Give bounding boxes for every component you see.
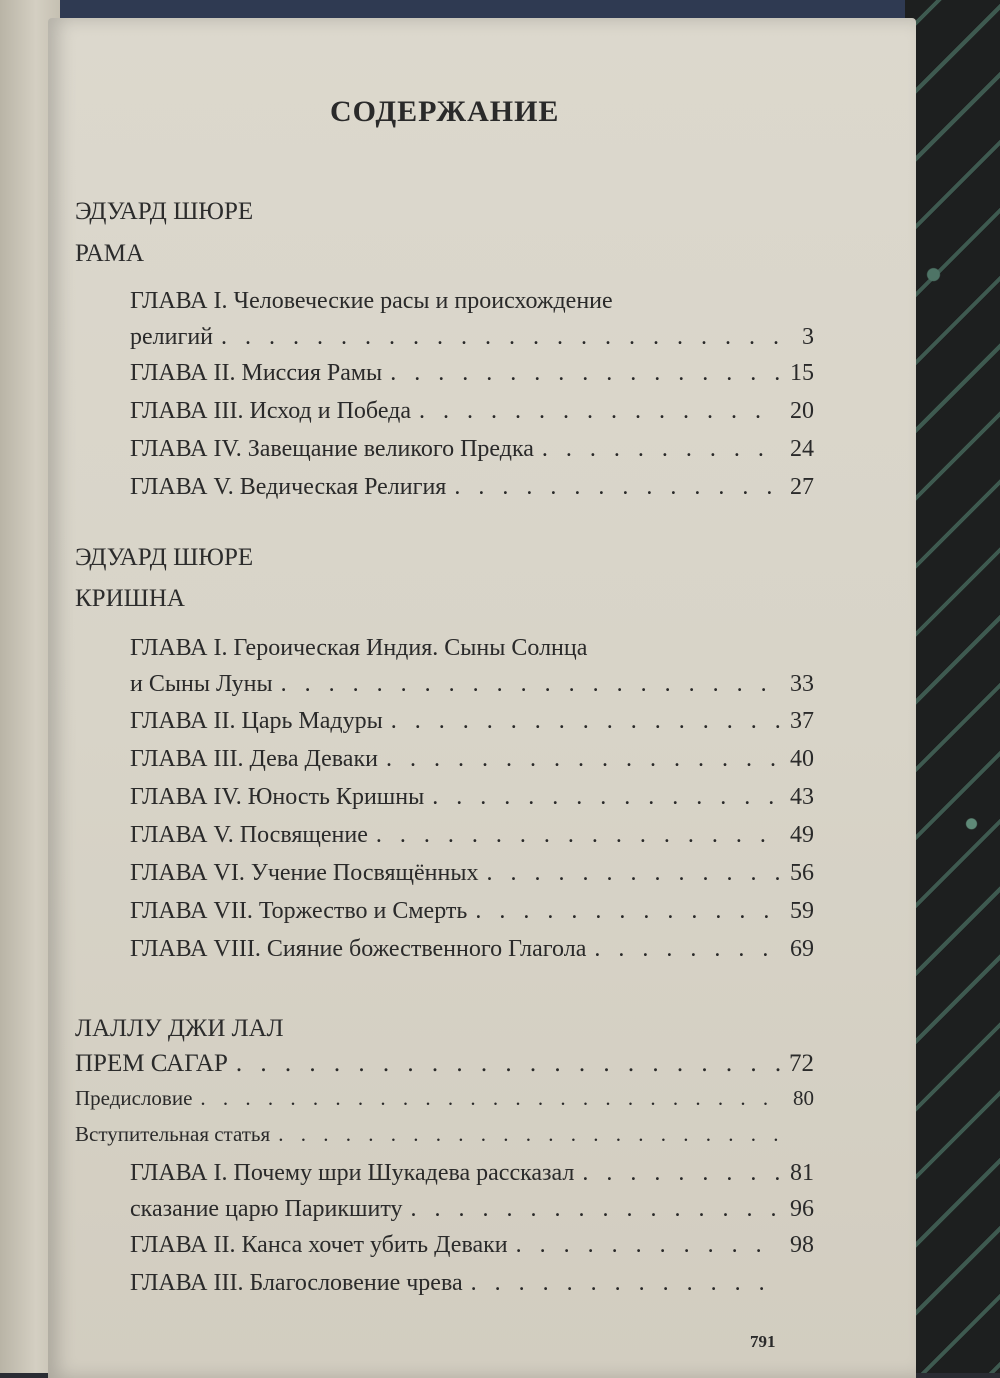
- entry-page: 15: [790, 360, 814, 386]
- entry-title: ГЛАВА I. Человеческие расы и происхождение: [130, 288, 613, 314]
- entry-title: ГЛАВА I. Героическая Индия. Сыны Солнца: [130, 635, 588, 661]
- dot-leader: [390, 360, 780, 387]
- toc-entry: [130, 436, 814, 472]
- dot-leader: [419, 398, 780, 425]
- toc-entry: [130, 860, 814, 896]
- toc-entry: [130, 288, 814, 360]
- entry-title: ГЛАВА IV. Юность Кришны: [130, 784, 425, 810]
- section-work: КРИШНА: [75, 585, 185, 612]
- page-number: 791: [750, 1332, 776, 1351]
- entry-page: 59: [790, 898, 814, 924]
- toc-entry: [130, 1232, 814, 1268]
- entry-title: ГЛАВА II. Миссия Рамы: [130, 360, 383, 386]
- toc-entry: [130, 898, 814, 934]
- toc-entry: [130, 1160, 814, 1232]
- toc-entry: [130, 708, 814, 744]
- toc-entry: [130, 746, 814, 782]
- entry-page: 20: [790, 398, 814, 424]
- dot-leader: [432, 784, 780, 811]
- toc-entry: [130, 936, 814, 972]
- entry-page: 40: [790, 746, 814, 772]
- toc-entry: [130, 635, 814, 707]
- entry-page: 80: [793, 1086, 814, 1110]
- dot-leader: [278, 1122, 780, 1147]
- entry-page: 81: [790, 1160, 814, 1186]
- dot-leader: [594, 936, 780, 963]
- dot-leader: [410, 1196, 780, 1223]
- dot-leader: [236, 1050, 780, 1078]
- entry-title: ГЛАВА V. Ведическая Религия: [130, 474, 447, 500]
- dot-leader: [582, 1160, 780, 1187]
- entry-page: 43: [790, 784, 814, 810]
- toc-entry: [130, 822, 814, 858]
- entry-title: ГЛАВА III. Исход и Победа: [130, 398, 412, 424]
- dot-leader: [221, 324, 780, 351]
- dot-leader: [386, 746, 780, 773]
- entry-page: 27: [790, 474, 814, 500]
- toc-entry: [130, 1270, 814, 1306]
- entry-page: 72: [789, 1050, 814, 1077]
- entry-page: 33: [790, 671, 814, 697]
- entry-page: 56: [790, 860, 814, 886]
- entry-title: ГЛАВА I. Почему шри Шукадева рассказал: [130, 1160, 575, 1186]
- entry-title-cont: сказание царю Парикшиту: [130, 1196, 403, 1222]
- entry-title-cont: религий: [130, 324, 214, 350]
- dot-leader: [486, 860, 780, 887]
- toc-entry: [130, 784, 814, 820]
- entry-title: ГЛАВА IV. Завещание великого Предка: [130, 436, 534, 462]
- dot-leader: [200, 1086, 780, 1111]
- entry-title: ГЛАВА VII. Торжество и Смерть: [130, 898, 468, 924]
- dot-leader: [542, 436, 780, 463]
- dot-leader: [516, 1232, 780, 1259]
- entry-page: 24: [790, 436, 814, 462]
- toc-entry: [130, 474, 814, 510]
- dot-leader: [376, 822, 780, 849]
- section-author: ЭДУАРД ШЮРЕ: [75, 198, 254, 225]
- entry-title: ГЛАВА VIII. Сияние божественного Глагола: [130, 936, 587, 962]
- section-author: ЛАЛЛУ ДЖИ ЛАЛ: [75, 1015, 284, 1042]
- entry-title: ГЛАВА II. Царь Мадуры: [130, 708, 383, 734]
- entry-title: ГЛАВА III. Благословение чрева: [130, 1270, 463, 1296]
- entry-title: ГЛАВА VI. Учение Посвящённых: [130, 860, 479, 886]
- background-fabric: [905, 0, 1000, 1373]
- entry-page: 96: [790, 1196, 814, 1222]
- toc-entry: [75, 1050, 814, 1086]
- entry-title-cont: и Сыны Луны: [130, 671, 273, 697]
- dot-leader: [454, 474, 780, 501]
- entry-title: Вступительная статья: [75, 1122, 271, 1146]
- entry-title: ГЛАВА V. Посвящение: [130, 822, 368, 848]
- entry-page: 98: [790, 1232, 814, 1258]
- section-work: РАМА: [75, 240, 145, 267]
- entry-title: ГЛАВА II. Канса хочет убить Деваки: [130, 1232, 508, 1258]
- entry-page: 49: [790, 822, 814, 848]
- section-author: ЭДУАРД ШЮРЕ: [75, 544, 254, 571]
- entry-page: 69: [790, 936, 814, 962]
- dot-leader: [391, 708, 780, 735]
- entry-page: 37: [790, 708, 814, 734]
- section-work: ПРЕМ САГАР: [75, 1050, 228, 1077]
- dot-leader: [475, 898, 780, 925]
- toc-entry: [130, 398, 814, 434]
- entry-title: Предисловие: [75, 1086, 193, 1110]
- toc-entry: [75, 1122, 814, 1158]
- toc-entry: [75, 1086, 814, 1122]
- contents-heading: СОДЕРЖАНИЕ: [330, 95, 560, 128]
- entry-title: ГЛАВА III. Дева Деваки: [130, 746, 378, 772]
- dot-leader: [281, 671, 780, 698]
- dot-leader: [471, 1270, 780, 1297]
- toc-entry: [130, 360, 814, 396]
- entry-page: 3: [802, 324, 814, 350]
